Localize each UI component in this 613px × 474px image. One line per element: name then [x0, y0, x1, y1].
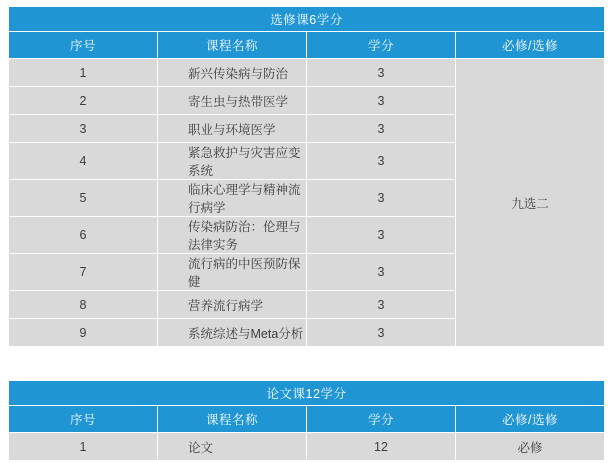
- table-row: [9, 59, 605, 87]
- cell-no: 1: [9, 433, 158, 461]
- cell-course-name: 职业与环境医学: [158, 115, 307, 143]
- cell-credit: 3: [307, 254, 456, 291]
- cell-credit: 3: [307, 180, 456, 217]
- cell-requirement: 必修: [456, 433, 605, 461]
- cell-course-name: 营养流行病学: [158, 291, 307, 319]
- table-header-row: [9, 406, 605, 433]
- cell-no: 5: [9, 180, 158, 217]
- table-title: 选修课6学分: [9, 7, 605, 32]
- column-header-no: 序号: [9, 32, 158, 59]
- cell-credit: 3: [307, 143, 456, 180]
- cell-no: 2: [9, 87, 158, 115]
- cell-course-name: 紧急救护与灾害应变系统: [158, 143, 307, 180]
- table-gap: [8, 347, 605, 380]
- cell-credit: 3: [307, 87, 456, 115]
- cell-no: 4: [9, 143, 158, 180]
- table-title-row: [9, 381, 605, 406]
- cell-no: 1: [9, 59, 158, 87]
- elective-courses-table: [8, 6, 605, 347]
- cell-course-name: 论文: [158, 433, 307, 461]
- column-header-credit: 学分: [307, 32, 456, 59]
- cell-course-name: 临床心理学与精神流行病学: [158, 180, 307, 217]
- table-title: 论文课12学分: [9, 381, 605, 406]
- cell-credit: 12: [307, 433, 456, 461]
- thesis-course-table: [8, 380, 605, 461]
- column-header-requirement: 必修/选修: [456, 32, 605, 59]
- cell-credit: 3: [307, 319, 456, 347]
- thesis-course-block: [8, 380, 605, 461]
- column-header-course-name: 课程名称: [158, 406, 307, 433]
- cell-requirement: 九选二: [456, 59, 605, 347]
- column-header-course-name: 课程名称: [158, 32, 307, 59]
- cell-no: 9: [9, 319, 158, 347]
- cell-no: 6: [9, 217, 158, 254]
- cell-course-name: 系统综述与Meta分析: [158, 319, 307, 347]
- cell-credit: 3: [307, 291, 456, 319]
- elective-courses-block: [8, 6, 605, 347]
- cell-no: 3: [9, 115, 158, 143]
- cell-credit: 3: [307, 59, 456, 87]
- cell-course-name: 新兴传染病与防治: [158, 59, 307, 87]
- table-header-row: [9, 32, 605, 59]
- cell-credit: 3: [307, 115, 456, 143]
- cell-no: 8: [9, 291, 158, 319]
- column-header-credit: 学分: [307, 406, 456, 433]
- cell-credit: 3: [307, 217, 456, 254]
- cell-no: 7: [9, 254, 158, 291]
- table-row: [9, 433, 605, 461]
- table-title-row: [9, 7, 605, 32]
- cell-course-name: 寄生虫与热带医学: [158, 87, 307, 115]
- cell-course-name: 流行病的中医预防保健: [158, 254, 307, 291]
- column-header-no: 序号: [9, 406, 158, 433]
- cell-course-name: 传染病防治：伦理与法律实务: [158, 217, 307, 254]
- column-header-requirement: 必修/选修: [456, 406, 605, 433]
